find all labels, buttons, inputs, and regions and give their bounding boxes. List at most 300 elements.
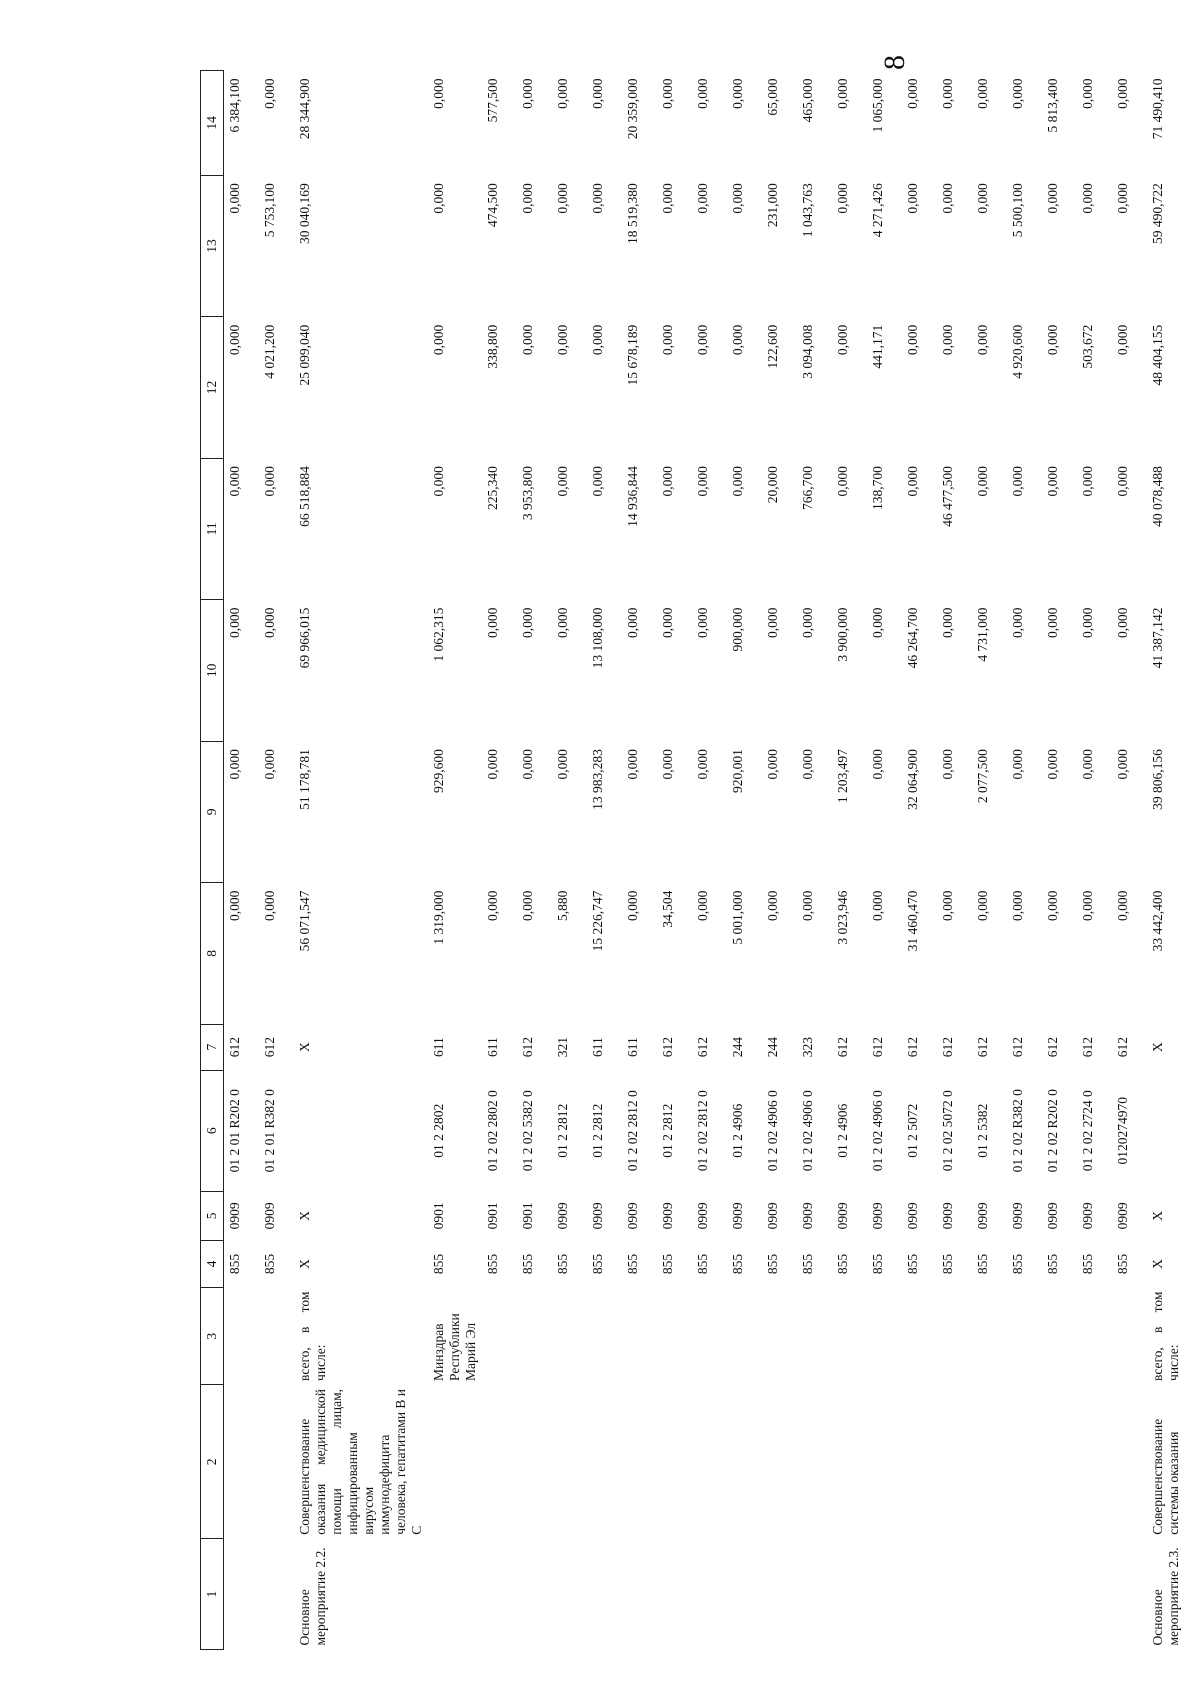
table-cell-col8: 0,000 — [262, 890, 277, 921]
table-cell-col8: 5 001,000 — [730, 890, 745, 945]
table-cell-col8: 0,000 — [520, 890, 535, 921]
table-cell-col2 — [727, 1385, 762, 1539]
table-cell-col6: 01 2 02 4906 0 — [800, 1090, 815, 1172]
table-cell-col6: 01 2 02 4906 0 — [765, 1090, 780, 1172]
table-cell-col13: 474,500 — [485, 183, 500, 228]
table-cell-col13: 0,000 — [905, 183, 920, 214]
table-cell-col3 — [1007, 1288, 1042, 1385]
table-cell-col2 — [224, 1385, 260, 1539]
table-cell-col10: 0,000 — [1080, 607, 1095, 639]
column-header: 10 — [201, 600, 224, 741]
table-row — [587, 71, 622, 1650]
table-cell-col1 — [587, 1539, 622, 1650]
table-cell-col2 — [517, 1385, 552, 1539]
table-cell-col10: 0,000 — [1115, 607, 1130, 639]
table-cell-col2 — [259, 1385, 294, 1539]
table-cell-col12: 0,000 — [1115, 324, 1130, 356]
table-cell-col10: 0,000 — [262, 607, 277, 639]
table-cell-col4: 855 — [870, 1253, 885, 1275]
table-cell-col9: 2 077,500 — [975, 749, 990, 804]
table-cell-col13: 0,000 — [590, 183, 605, 214]
column-header: 7 — [201, 1024, 224, 1070]
table-cell-col11: 225,340 — [485, 466, 500, 511]
table-row — [867, 71, 902, 1650]
table-cell-col14: 0,000 — [905, 78, 920, 109]
budget-table-sheet — [200, 70, 1181, 1650]
column-header: 4 — [201, 1240, 224, 1287]
table-cell-col7: 323 — [800, 1037, 815, 1058]
table-cell-col12: 48 404,155 — [1150, 324, 1165, 386]
table-cell-col9: 0,000 — [555, 749, 570, 780]
table-cell-col6: 01 2 5382 — [975, 1103, 990, 1158]
table-cell-col6: 01 2 4906 — [835, 1103, 850, 1158]
table-cell-col11: 138,700 — [870, 466, 885, 511]
table-cell-col6 — [1147, 1070, 1185, 1191]
table-cell-col5: 0909 — [555, 1202, 570, 1230]
table-cell-col1 — [259, 1539, 294, 1650]
table-cell-col13: 0,000 — [520, 183, 535, 214]
table-cell-col1: Основное мероприятие 2.2. — [297, 1547, 328, 1646]
table-row — [224, 71, 260, 1650]
table-cell-col14: 20 359,000 — [625, 78, 640, 140]
table-cell-col10: 69 966,015 — [297, 607, 312, 669]
table-cell-col4: 855 — [227, 1253, 242, 1275]
table-cell-col9: 0,000 — [1045, 749, 1060, 780]
table-cell-col10: 0,000 — [940, 607, 955, 639]
table-cell-col12: 338,800 — [485, 324, 500, 369]
table-cell-col2 — [622, 1385, 657, 1539]
table-cell-col8: 15 226,747 — [590, 890, 605, 952]
table-cell-col13: 5 500,100 — [1010, 183, 1025, 238]
table-cell-col5: 0909 — [730, 1202, 745, 1230]
table-cell-col7: X — [297, 1042, 312, 1053]
table-cell-col2 — [972, 1385, 1007, 1539]
table-cell-col7: 612 — [1080, 1037, 1095, 1058]
table-cell-col4: 855 — [1080, 1253, 1095, 1275]
table-cell-col12: 122,600 — [765, 324, 780, 369]
table-cell-col3 — [482, 1288, 517, 1385]
table-cell-col1 — [692, 1539, 727, 1650]
table-cell-col5: 0909 — [262, 1202, 277, 1230]
table-cell-col6: 01 2 02 2812 0 — [625, 1090, 640, 1172]
table-cell-col3 — [937, 1288, 972, 1385]
table-cell-col1 — [657, 1539, 692, 1650]
table-cell-col1 — [517, 1539, 552, 1650]
table-cell-col4: 855 — [555, 1253, 570, 1275]
table-cell-col3 — [622, 1288, 657, 1385]
table-cell-col9: 0,000 — [625, 749, 640, 780]
table-cell-col9: 0,000 — [695, 749, 710, 780]
table-cell-col14: 1 065,000 — [870, 78, 885, 133]
table-cell-col8: 1 319,000 — [431, 890, 446, 945]
table-cell-col2 — [587, 1385, 622, 1539]
table-cell-col8: 3 023,946 — [835, 890, 850, 945]
table-cell-col12: 441,171 — [870, 324, 885, 369]
table-cell-col11: 0,000 — [1010, 466, 1025, 497]
table-cell-col13: 0,000 — [227, 183, 242, 214]
table-row — [552, 71, 587, 1650]
table-cell-col2 — [902, 1385, 937, 1539]
table-cell-col6: 01 2 01 R202 0 — [227, 1089, 242, 1173]
table-cell-col8: 0,000 — [1045, 890, 1060, 921]
table-cell-col4: 855 — [730, 1253, 745, 1275]
table-cell-col9: 0,000 — [1010, 749, 1025, 780]
table-cell-col5: 0909 — [940, 1202, 955, 1230]
table-cell-col7: 612 — [227, 1037, 242, 1058]
table-cell-col7: 612 — [940, 1037, 955, 1058]
table-cell-col11: 0,000 — [1115, 466, 1130, 497]
table-cell-col6: 01 2 02 2724 0 — [1080, 1090, 1095, 1172]
table-row — [1077, 71, 1112, 1650]
table-cell-col7: X — [1150, 1042, 1165, 1053]
table-cell-col6: 01 2 02 R202 0 — [1045, 1089, 1060, 1173]
table-cell-col5: 0909 — [835, 1202, 850, 1230]
table-cell-col6: 01 2 4906 — [730, 1103, 745, 1158]
table-cell-col11: 66 518,884 — [297, 466, 312, 527]
table-cell-col1 — [727, 1539, 762, 1650]
table-cell-col4: 855 — [590, 1253, 605, 1275]
table-cell-col10: 0,000 — [1045, 607, 1060, 639]
table-cell-col8: 31 460,470 — [905, 890, 920, 952]
table-row — [622, 71, 657, 1650]
table-cell-col9: 51 178,781 — [297, 749, 312, 810]
table-cell-col7: 612 — [835, 1037, 850, 1058]
table-cell-col1 — [937, 1539, 972, 1650]
table-cell-col8: 0,000 — [625, 890, 640, 921]
table-cell-col10: 0,000 — [520, 607, 535, 639]
table-cell-col12: 3 094,008 — [800, 324, 815, 379]
table-cell-col12: 0,000 — [1045, 324, 1060, 356]
table-cell-col12: 0,000 — [905, 324, 920, 356]
table-cell-col4: 855 — [625, 1253, 640, 1275]
table-cell-col4: 855 — [835, 1253, 850, 1275]
column-header: 2 — [201, 1385, 224, 1539]
table-cell-col4: 855 — [660, 1253, 675, 1275]
table-cell-col14: 0,000 — [1080, 78, 1095, 109]
table-cell-col7: 612 — [520, 1037, 535, 1058]
table-cell-col10: 0,000 — [625, 607, 640, 639]
table-cell-col10: 0,000 — [1010, 607, 1025, 639]
table-cell-col2 — [428, 1385, 482, 1539]
table-cell-col10: 3 900,000 — [835, 607, 850, 662]
table-cell-col12: 503,672 — [1080, 324, 1095, 369]
table-cell-col8: 0,000 — [1010, 890, 1025, 921]
table-cell-col14: 0,000 — [975, 78, 990, 109]
table-cell-col3 — [224, 1288, 260, 1385]
table-row — [972, 71, 1007, 1650]
table-cell-col4: 855 — [431, 1253, 446, 1275]
table-cell-col11: 766,700 — [800, 466, 815, 511]
column-header: 8 — [201, 883, 224, 1024]
table-cell-col3 — [259, 1288, 294, 1385]
table-cell-col11: 0,000 — [835, 466, 850, 497]
table-row — [517, 71, 552, 1650]
table-cell-col1 — [428, 1539, 482, 1650]
column-header: 6 — [201, 1070, 224, 1191]
column-header: 9 — [201, 741, 224, 882]
table-cell-col8: 0,000 — [940, 890, 955, 921]
table-cell-col13: 0,000 — [431, 183, 446, 214]
table-cell-col14: 0,000 — [940, 78, 955, 109]
table-cell-col14: 0,000 — [835, 78, 850, 109]
table-cell-col3: всего, в том числе: — [297, 1291, 328, 1381]
table-cell-col11: 0,000 — [262, 466, 277, 497]
table-cell-col10: 0,000 — [695, 607, 710, 639]
table-cell-col6: 01 2 2802 — [431, 1103, 446, 1158]
table-cell-col2 — [482, 1385, 517, 1539]
table-cell-col9: 0,000 — [660, 749, 675, 780]
table-cell-col1 — [622, 1539, 657, 1650]
table-cell-col5: 0901 — [485, 1202, 500, 1230]
table-cell-col6: 01 2 02 5072 0 — [940, 1090, 955, 1172]
table-cell-col13: 30 040,169 — [297, 183, 312, 244]
table-cell-col6: 01 2 2812 — [590, 1103, 605, 1158]
table-cell-col4: 855 — [1115, 1253, 1130, 1275]
table-cell-col3 — [867, 1288, 902, 1385]
table-cell-col3: Минздрав Республики Марий Эл — [431, 1313, 478, 1381]
column-header: 11 — [201, 458, 224, 599]
table-cell-col6: 01 2 02 5382 0 — [520, 1090, 535, 1172]
table-cell-col12: 4 920,600 — [1010, 324, 1025, 379]
column-header: 3 — [201, 1288, 224, 1385]
table-cell-col13: 231,000 — [765, 183, 780, 228]
table-cell-col5: 0909 — [1010, 1202, 1025, 1230]
table-cell-col11: 0,000 — [1045, 466, 1060, 497]
table-cell-col8: 56 071,547 — [297, 890, 312, 952]
table-cell-col4: 855 — [1045, 1253, 1060, 1275]
table-row — [1147, 71, 1185, 1650]
table-row — [657, 71, 692, 1650]
table-cell-col10: 0,000 — [870, 607, 885, 639]
table-cell-col10: 0,000 — [765, 607, 780, 639]
table-cell-col1 — [552, 1539, 587, 1650]
table-cell-col9: 0,000 — [1080, 749, 1095, 780]
table-cell-col11: 20,000 — [765, 466, 780, 504]
table-cell-col14: 71 490,410 — [1150, 78, 1165, 140]
table-cell-col8: 0,000 — [870, 890, 885, 921]
table-cell-col9: 13 983,283 — [590, 749, 605, 810]
table-cell-col2 — [692, 1385, 727, 1539]
table-cell-col12: 0,000 — [227, 324, 242, 356]
table-cell-col8: 0,000 — [765, 890, 780, 921]
table-cell-col10: 13 108,000 — [590, 607, 605, 669]
table-cell-col10: 0,000 — [660, 607, 675, 639]
table-cell-col8: 0,000 — [485, 890, 500, 921]
table-cell-col5: 0909 — [870, 1202, 885, 1230]
table-cell-col14: 6 384,100 — [227, 78, 242, 133]
table-cell-col5: X — [1150, 1210, 1165, 1221]
table-cell-col6: 01 2 02 R382 0 — [1010, 1089, 1025, 1173]
table-cell-col10: 0,000 — [485, 607, 500, 639]
table-cell-col9: 39 806,156 — [1150, 749, 1165, 810]
table-cell-col2 — [1042, 1385, 1077, 1539]
table-cell-col12: 0,000 — [975, 324, 990, 356]
table-cell-col11: 0,000 — [555, 466, 570, 497]
table-cell-col7: 612 — [1010, 1037, 1025, 1058]
table-cell-col7: 612 — [905, 1037, 920, 1058]
table-cell-col2 — [1007, 1385, 1042, 1539]
table-cell-col4: 855 — [905, 1253, 920, 1275]
table-cell-col5: 0909 — [765, 1202, 780, 1230]
table-row — [902, 71, 937, 1650]
table-cell-col5: 0909 — [1115, 1202, 1130, 1230]
table-cell-col12: 0,000 — [590, 324, 605, 356]
table-cell-col7: 612 — [660, 1037, 675, 1058]
table-cell-col12: 0,000 — [730, 324, 745, 356]
table-cell-col9: 0,000 — [227, 749, 242, 780]
table-cell-col2 — [762, 1385, 797, 1539]
table-cell-col13: 0,000 — [835, 183, 850, 214]
table-cell-col14: 0,000 — [520, 78, 535, 109]
table-row — [482, 71, 517, 1650]
table-cell-col4: 855 — [940, 1253, 955, 1275]
table-cell-col7: 612 — [1115, 1037, 1130, 1058]
table-cell-col1 — [867, 1539, 902, 1650]
table-cell-col3 — [657, 1288, 692, 1385]
table-row — [692, 71, 727, 1650]
table-cell-col9: 0,000 — [1115, 749, 1130, 780]
table-cell-col8: 5,880 — [555, 890, 570, 921]
table-cell-col9: 920,001 — [730, 749, 745, 794]
table-cell-col3 — [692, 1288, 727, 1385]
table-cell-col5: 0909 — [590, 1202, 605, 1230]
table-cell-col10: 0,000 — [227, 607, 242, 639]
table-cell-col11: 0,000 — [975, 466, 990, 497]
table-cell-col14: 0,000 — [660, 78, 675, 109]
table-cell-col13: 4 271,426 — [870, 183, 885, 238]
table-row — [727, 71, 762, 1650]
table-cell-col1 — [1077, 1539, 1112, 1650]
table-cell-col8: 33 442,400 — [1150, 890, 1165, 952]
table-row — [832, 71, 867, 1650]
table-cell-col9: 929,600 — [431, 749, 446, 794]
column-header: 12 — [201, 317, 224, 458]
table-cell-col6: 01 2 02 2802 0 — [485, 1090, 500, 1172]
table-cell-col3 — [1112, 1288, 1147, 1385]
table-cell-col9: 32 064,900 — [905, 749, 920, 810]
table-cell-col14: 0,000 — [1010, 78, 1025, 109]
table-cell-col6: 01 2 02 4906 0 — [870, 1090, 885, 1172]
table-cell-col6: 01 2 02 2812 0 — [695, 1090, 710, 1172]
table-cell-col14: 0,000 — [695, 78, 710, 109]
table-cell-col8: 0,000 — [695, 890, 710, 921]
table-cell-col2 — [657, 1385, 692, 1539]
table-cell-col3 — [972, 1288, 1007, 1385]
table-cell-col9: 0,000 — [765, 749, 780, 780]
table-cell-col14: 65,000 — [765, 78, 780, 116]
table-cell-col10: 0,000 — [555, 607, 570, 639]
table-cell-col1 — [832, 1539, 867, 1650]
table-cell-col5: 0909 — [227, 1202, 242, 1230]
table-cell-col8: 0,000 — [1115, 890, 1130, 921]
table-cell-col12: 0,000 — [431, 324, 446, 356]
table-cell-col3 — [1077, 1288, 1112, 1385]
table-row — [1112, 71, 1147, 1650]
table-cell-col14: 0,000 — [1115, 78, 1130, 109]
table-cell-col12: 0,000 — [555, 324, 570, 356]
table-cell-col2 — [797, 1385, 832, 1539]
table-cell-col3 — [762, 1288, 797, 1385]
table-cell-col13: 59 490,722 — [1150, 183, 1165, 244]
table-body — [224, 71, 1186, 1650]
table-cell-col8: 0,000 — [227, 890, 242, 921]
table-cell-col11: 0,000 — [431, 466, 446, 497]
table-cell-col4: 855 — [975, 1253, 990, 1275]
table-cell-col10: 46 264,700 — [905, 607, 920, 669]
table-cell-col4: 855 — [800, 1253, 815, 1275]
table-cell-col12: 0,000 — [660, 324, 675, 356]
table-cell-col13: 0,000 — [730, 183, 745, 214]
table-cell-col6: 0120274970 — [1115, 1096, 1130, 1165]
table-cell-col9: 0,000 — [262, 749, 277, 780]
table-cell-col9: 0,000 — [870, 749, 885, 780]
table-cell-col2: Совершенствование системы оказания — [1150, 1418, 1181, 1535]
table-cell-col14: 465,000 — [800, 78, 815, 123]
table-cell-col7: 321 — [555, 1037, 570, 1058]
page-number: 8 — [878, 55, 911, 70]
table-cell-col3 — [727, 1288, 762, 1385]
table-cell-col14: 0,000 — [431, 78, 446, 109]
table-cell-col5: 0909 — [660, 1202, 675, 1230]
table-cell-col5: 0909 — [905, 1202, 920, 1230]
table-cell-col3 — [832, 1288, 867, 1385]
table-cell-col13: 0,000 — [940, 183, 955, 214]
table-cell-col4: 855 — [520, 1253, 535, 1275]
table-cell-col7: 244 — [730, 1037, 745, 1058]
table-cell-col6: 01 2 2812 — [660, 1103, 675, 1158]
table-cell-col9: 0,000 — [800, 749, 815, 780]
table-cell-col10: 4 731,000 — [975, 607, 990, 662]
table-cell-col4: 855 — [765, 1253, 780, 1275]
table-cell-col7: 611 — [485, 1037, 500, 1058]
table-cell-col1 — [482, 1539, 517, 1650]
table-row — [797, 71, 832, 1650]
table-cell-col1 — [1007, 1539, 1042, 1650]
table-cell-col11: 14 936,844 — [625, 466, 640, 527]
table-cell-col9: 1 203,497 — [835, 749, 850, 804]
table-cell-col11: 0,000 — [905, 466, 920, 497]
table-cell-col5: X — [297, 1210, 312, 1221]
table-cell-col10: 0,000 — [800, 607, 815, 639]
table-cell-col12: 25 099,040 — [297, 324, 312, 386]
table-cell-col4: 855 — [262, 1253, 277, 1275]
table-cell-col11: 46 477,500 — [940, 466, 955, 527]
table-cell-col10: 1 062,315 — [431, 607, 446, 662]
table-cell-col9: 0,000 — [485, 749, 500, 780]
table-cell-col13: 0,000 — [555, 183, 570, 214]
table-cell-col7: 244 — [765, 1037, 780, 1058]
table-cell-col5: 0909 — [695, 1202, 710, 1230]
table-cell-col14: 577,500 — [485, 78, 500, 123]
column-header: 13 — [201, 175, 224, 316]
table-cell-col14: 28 344,900 — [297, 78, 312, 140]
table-cell-col5: 0909 — [625, 1202, 640, 1230]
table-cell-col3 — [552, 1288, 587, 1385]
table-cell-col4: X — [1150, 1259, 1165, 1269]
table-row — [937, 71, 972, 1650]
table-cell-col14: 0,000 — [262, 78, 277, 109]
table-cell-col7: 612 — [695, 1037, 710, 1058]
table-cell-col5: 0909 — [1080, 1202, 1095, 1230]
table-cell-col7: 611 — [431, 1037, 446, 1058]
table-cell-col13: 0,000 — [660, 183, 675, 214]
table-cell-col1 — [902, 1539, 937, 1650]
table-row — [294, 71, 428, 1650]
table-cell-col2 — [867, 1385, 902, 1539]
table-cell-col7: 611 — [625, 1037, 640, 1058]
table-cell-col1 — [1042, 1539, 1077, 1650]
table-cell-col7: 611 — [590, 1037, 605, 1058]
